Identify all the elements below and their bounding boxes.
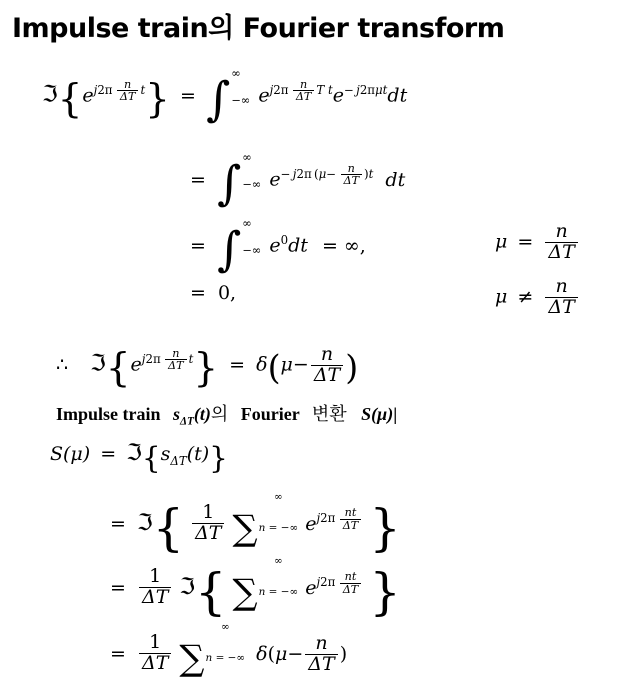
left-brace-icon: { [57, 77, 83, 123]
delta-function-symbol-2: δ [256, 642, 268, 665]
delta-open-paren: ( [267, 642, 275, 665]
condition-2-relation: ≠ [517, 285, 534, 308]
condition-2-numerator: n [555, 275, 568, 297]
scale-fraction-1: $\frac{1}{\Delta T}$ [192, 503, 224, 544]
differential-2: dt [385, 168, 406, 191]
left-brace-icon-3: { [141, 441, 161, 476]
derivation-equals-4: = [110, 642, 126, 665]
condition-2-denominator: ΔT [545, 297, 577, 318]
differential-1: dt [387, 84, 408, 107]
exponent-5: 0 [280, 233, 289, 248]
equation-line-2 [190, 150, 406, 211]
summation-icon-3: ∑ [179, 637, 205, 679]
derivation-equals-3: = [110, 576, 126, 599]
fourier-operator-symbol-5: ℑ [179, 573, 196, 600]
exponential-term-7: e [305, 512, 317, 535]
fourier-operator-symbol: ℑ [42, 81, 58, 108]
left-brace-icon-4: { [152, 498, 185, 557]
summation-limits-1: ∞ n = −∞ [258, 491, 299, 535]
integral-icon-3: ∫ [216, 222, 242, 277]
derivation-line-1 [50, 440, 228, 476]
derivation-line-3 [110, 555, 401, 621]
derivation-line-2 [110, 491, 401, 557]
condition-2-mu: μ [495, 285, 508, 308]
fourier-operator-symbol-3: ℑ [126, 440, 142, 466]
condition-1-relation: = [517, 230, 534, 253]
exponential-term-3: e [332, 84, 344, 107]
right-brace-icon-5: } [369, 562, 401, 621]
equals-sign-4: = [190, 282, 206, 304]
integral-icon-1: ∫ [205, 72, 231, 127]
condition-2 [495, 277, 580, 318]
derivation-lhs: S(μ) [50, 443, 91, 465]
scale-fraction-2: $\frac{1}{\Delta T}$ [139, 567, 171, 608]
statement-prefix: Impulse train [56, 404, 161, 424]
differential-3: dt [288, 234, 308, 257]
equals-sign-3: = [190, 234, 206, 257]
condition-1-denominator: ΔT [545, 242, 577, 263]
exponent-7: j2π nt ΔT [316, 511, 363, 525]
equation-line-4 [190, 282, 236, 304]
fourier-operator-symbol-2: ℑ [90, 350, 106, 377]
integral-limits-2: ∞ −∞ [242, 150, 262, 192]
result-infinity: = ∞, [321, 234, 366, 257]
delta-function-symbol: δ [256, 353, 268, 376]
scale-fraction-3: $\frac{1}{\Delta T}$ [139, 633, 171, 674]
signal-symbol: s [160, 443, 171, 465]
therefore-symbol: ∴ [56, 353, 69, 376]
condition-1-mu: μ [495, 230, 508, 253]
right-paren-icon: ) [345, 347, 359, 387]
exponent-2: j2π n ΔT T t [269, 77, 333, 104]
statement-fourier: Fourier [240, 404, 300, 424]
exponential-term: e [82, 84, 94, 107]
derivation-equals-1: = [100, 443, 117, 465]
derivation-line-4: = $\frac{1}{\Delta T}$ ∑ ∞ n = −∞ δ(μ− $\frac{n}{\Delta T}$ ) [110, 621, 348, 679]
statement-symbol-arg: (t) [193, 404, 211, 424]
exponential-term-6: e [130, 353, 142, 376]
signal-arg: (t) [186, 443, 210, 465]
statement-symbol-subscript: ΔT [180, 415, 194, 428]
statement-trailing: | [393, 404, 398, 424]
page-title: Impulse train의 Fourier transform [12, 13, 505, 44]
exponential-term-8: e [305, 576, 317, 599]
delta-argument: μ [280, 353, 293, 376]
integral-icon-2: ∫ [216, 156, 242, 211]
statement-line [56, 400, 397, 426]
summation-icon-1: ∑ [232, 507, 258, 549]
right-brace-icon: } [145, 77, 170, 123]
delta-argument-2: μ [275, 642, 288, 665]
summation-icon-2: ∑ [232, 571, 258, 613]
statement-result-symbol: S(μ) [361, 404, 394, 424]
condition-1-fraction [545, 222, 577, 263]
exponent-4: − j2π (μ− n ΔT )t [280, 161, 374, 188]
left-brace-icon-5: { [195, 562, 227, 621]
right-brace-icon-3: } [209, 441, 228, 476]
exponent-1: j2π n ΔT t [93, 77, 146, 104]
delta-fraction: $\frac{n}{\Delta T}$ [311, 345, 343, 386]
condition-1-numerator: n [555, 220, 568, 242]
equation-line-5: ∴ $ℑ\{e^{j2\pi \frac{n}{\Delta T} t}\} = \delta(\mu-$ $\frac{n}{\Delta T}$ ) [56, 343, 359, 392]
summation-limits-3: ∞ n = −∞ [205, 621, 246, 665]
right-brace-icon-2: } [193, 346, 219, 392]
integral-limits-1: ∞ −∞ [231, 66, 251, 108]
exponent-6: j2π n ΔT t [141, 346, 194, 373]
fourier-operator-symbol-4: ℑ [136, 509, 153, 536]
right-brace-icon-4: } [369, 498, 401, 557]
summation-limits-2: ∞ n = −∞ [258, 555, 299, 599]
exponential-term-5: e [269, 234, 281, 257]
delta-close-paren: ) [339, 642, 348, 665]
statement-symbol: s [173, 404, 181, 424]
delta-fraction-2: $\frac{n}{\Delta T}$ [305, 634, 337, 675]
equals-sign-2: = [190, 168, 206, 191]
equation-line-1 [42, 66, 408, 127]
condition-2-fraction [545, 277, 577, 318]
derivation-equals-2: = [110, 512, 126, 535]
result-zero: 0, [217, 282, 237, 304]
left-brace-icon-2: { [105, 346, 131, 392]
exponent-8: j2π nt ΔT [316, 575, 363, 589]
left-paren-icon: ( [267, 347, 281, 387]
exponential-term-2: e [258, 84, 270, 107]
equation-line-3 [190, 216, 366, 277]
equals-sign-1: = [180, 84, 196, 107]
integral-limits-3: ∞ −∞ [242, 216, 262, 258]
exponent-3: − j2πμt [343, 83, 388, 98]
exponential-term-4: e [269, 168, 281, 191]
equals-sign-5: = [229, 353, 246, 376]
statement-korean-possessive: 의 [210, 404, 229, 425]
condition-1 [495, 222, 580, 263]
signal-subscript: ΔT [170, 453, 187, 468]
statement-korean-transform: 변환 [311, 404, 347, 425]
